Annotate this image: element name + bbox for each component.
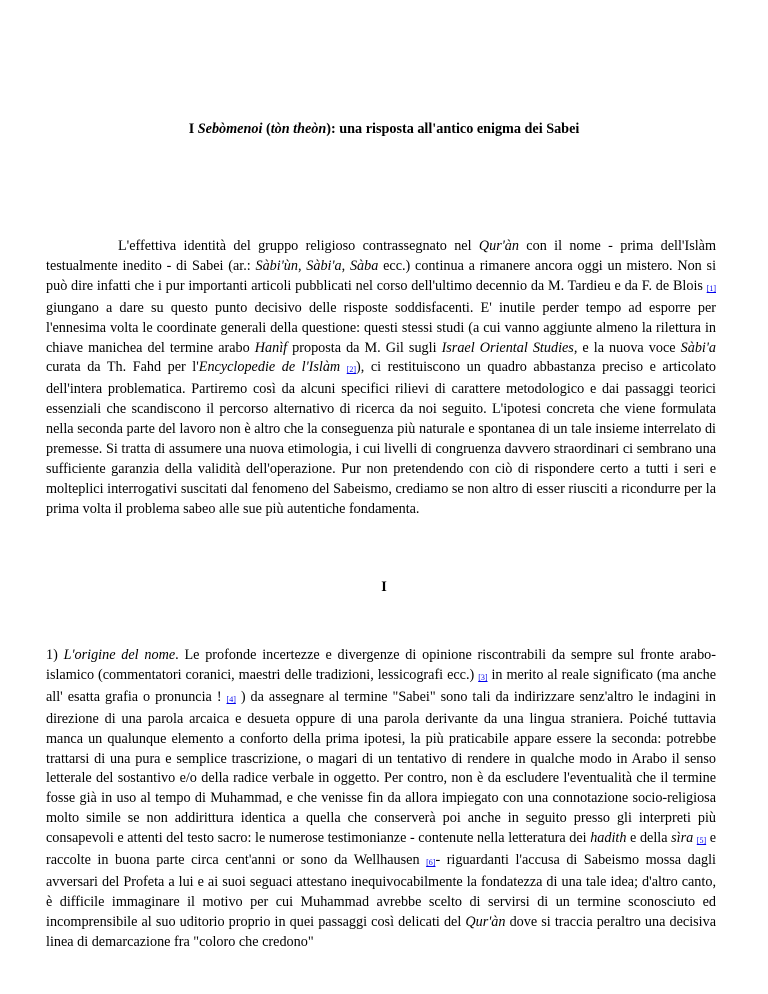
- text-run: dove si traccia peraltro una decisiva linea di demarcazione fra "coloro che credono": [46, 913, 716, 950]
- text-run: ,: [341, 257, 350, 274]
- text-run: , e la nuova voce: [573, 339, 681, 356]
- text-run: giungano a dare su questo punto decisivo delle risposte soddisfacenti. E' inutile perder tempo ad esporre per l'ennesima volta le coordinate generali della questione: questi stessi studi (a cui vanno aggiunte almeno la rilettura in chiave manichea del termine arabo: [46, 299, 716, 356]
- footnote-link-4[interactable]: [4]: [226, 694, 236, 704]
- italic-term: Israel Oriental Studies: [441, 339, 574, 356]
- section-heading: I: [381, 579, 387, 595]
- title-italic-ton-theon: tòn theòn: [270, 121, 327, 137]
- page-title: [0, 120, 768, 138]
- section-paragraph: [46, 646, 716, 953]
- italic-term: Sàba: [349, 257, 379, 274]
- text-run: e della: [626, 830, 672, 847]
- footnote-link-3[interactable]: [3]: [478, 672, 488, 682]
- italic-term: Encyclopedie de l'Islàm: [198, 359, 341, 376]
- text-run: 1): [46, 647, 64, 663]
- title-italic-sebomenoi: Sebòmenoi: [197, 121, 263, 137]
- text-run: ,: [297, 257, 307, 274]
- text-run: e raccolte in buona parte circa cent'anni or sono da Wellhausen: [46, 830, 716, 869]
- footnote-link-6[interactable]: [6]: [426, 858, 436, 868]
- text-run: ), ci restituiscono un quadro abbastanza preciso e articolato dell'intera problematica. Partiremo così da alcuni specifici rilievi di carattere metodologico e dai passaggi teorici essenziali che scandiscono il percorso alternativo di ricerca da noi seguito. L'ipotesi concreta che viene formulata nella seconda parte del lavoro non è altro che la conseguenza più naturale e spontanea di un tale insieme interrelato di premesse. Si tratta di assumere una nuova etimologia, i cui livelli di congruenza davvero straordinari ci sembrano una sufficiente garanzia della validità dell'operazione. Pur non pretendendo con ciò di rispondere certo a tutti i seri e molteplici interrogativi suscitati dal fenomeno del Sabeismo, crediamo se non altro di esser riusciti a ricondurre per la prima volta il problema sabeo alle sue più autentiche fondamenta.: [46, 359, 717, 517]
- text-run: in merito al reale significato (ma anche all' esatta grafia o pronuncia !: [46, 666, 717, 705]
- footnote-link-1[interactable]: [1]: [706, 283, 716, 293]
- text-run: con il nome - prima dell'Islàm testualmente inedito - di Sabei (ar.:: [46, 238, 717, 274]
- text-run: L'effettiva identità del gruppo religioso contrassegnato nel: [118, 238, 479, 254]
- text-run: curata da Th. Fahd per l': [46, 359, 199, 376]
- italic-term: Sàbi'a: [306, 257, 342, 274]
- text-run: . Le profonde incertezze e divergenze di opinione riscontrabili da sempre sul fronte arabo-islamico (commentatori coranici, maestri delle tradizioni, lessicografi ecc.): [46, 647, 716, 683]
- italic-term: hadith: [590, 830, 627, 847]
- intro-paragraph: [46, 237, 716, 520]
- footnote-link-2[interactable]: [2]: [346, 365, 357, 375]
- text-run: ) da assegnare al termine "Sabei" sono tali da indirizzare senz'altro le indagini in direzione di una parola arcaica e desueta oppure di una parola derivante da una lingua straniera. Poiché tuttavia manca un qualunque elemento a conforto della prima ipotesi, la più praticabile appare essere la seconda: potrebbe trattarsi di una pura e semplice trascrizione, o magari di un tentativo di rendere in qualche modo in Arabo il senso letterale del sostantivo e/o della radice verbale in oggetto. Per contro, non è da escludere l'eventualità che il termine fosse già in uso al tempo di Muhammad, e che venisse fin da allora impiegato con una connotazione socio-religiosa molto simile se non addirittura identica a quella che conserverà poi anche in seguito presso gli interpreti più consapevoli e attenti del testo sacro: le numerose testimonianze - contenute nella letteratura dei: [46, 688, 716, 847]
- footnote-link-5[interactable]: [5]: [696, 836, 707, 846]
- italic-term: Hanìf: [254, 339, 288, 356]
- italic-term: Sàbi'a: [680, 339, 716, 356]
- italic-term: Qur'àn: [478, 238, 519, 254]
- italic-term: Sàbi'ùn: [255, 257, 298, 274]
- title-text: ): una risposta all'antico enigma dei Sabei: [326, 121, 580, 137]
- italic-term: sìra: [671, 830, 694, 847]
- text-run: proposta da M. Gil sugli: [287, 339, 442, 356]
- text-run: ecc.) continua a rimanere ancora oggi un mistero. Non si può dire infatti che i pur importanti articoli pubblicati nel corso dell'ultimo decennio da M. Tardieu e da F. de Blois: [46, 257, 717, 294]
- italic-term: Qur'àn: [465, 913, 506, 930]
- text-run: - riguardanti l'accusa di Sabeismo mossa dagli avversari del Profeta a lui e ai suoi seguaci attestano inequivocabilmente la fondatezza di una tale idea; d'altro canto, è difficile immaginare il motivo per cui Muhammad avrebbe scelto di servirsi di un termine sconosciuto ed incomprensibile al suo uditorio proprio in quei passaggi così delicati del: [46, 852, 716, 930]
- title-text: (: [262, 121, 271, 137]
- title-text: I: [188, 121, 198, 137]
- italic-subheading: L'origine del nome: [63, 647, 176, 663]
